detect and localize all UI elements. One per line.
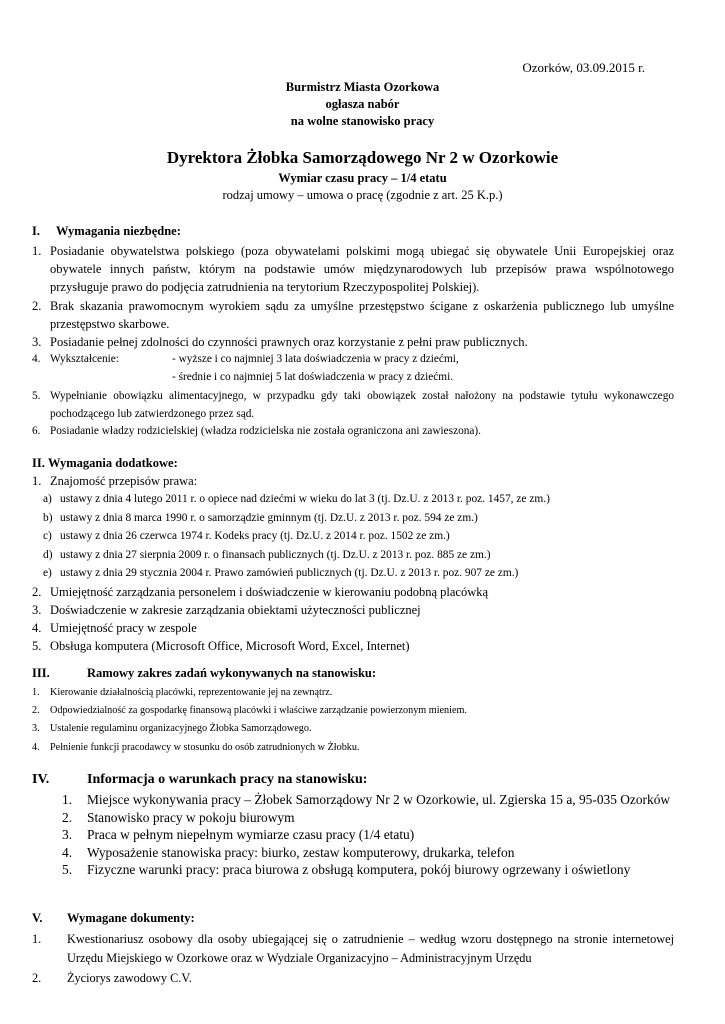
list-item: 3. Praca w pełnym niepełnym wymiarze czasu pracy (1/4 etatu) [62, 827, 415, 842]
list-item: 3. Doświadczenie w zakresie zarządzania obiektami użyteczności publicznej [32, 602, 421, 617]
section-4-list [62, 791, 682, 879]
issuer-line: Burmistrz Miasta Ozorkowa [285, 80, 440, 94]
section-number: I. [32, 224, 40, 238]
list-item: 2. Umiejętność zarządzania personelem i doświadczenie w kierowaniu podobną placówką [32, 584, 489, 599]
sub-list-item: a) ustawy z dnia 4 lutego 2011 r. o opiece nad dziećmi w wieku do lat 3 (tj. Dz.U. z 2013 r. poz. 1457, ze zm.) [43, 493, 550, 506]
section-title: Wymagane dokumenty: [67, 911, 195, 925]
section-1-heading [32, 224, 181, 239]
list-item: 1. Miejsce wykonywania pracy – Żłobek Samorządowy Nr 2 w Ozorkowie, ul. Zgierska 15 a, 95-035 Ozorków [62, 792, 671, 807]
education-option: - wyższe i co najmniej 3 lata doświadczenia w pracy z dziećmi, [172, 353, 459, 366]
list-item: 3. Posiadanie pełnej zdolności do czynności prawnych oraz korzystanie z pełni praw publicznych. [32, 335, 528, 350]
contract-type: rodzaj umowy – umowa o pracę (zgodnie z art. 25 K.p.) [222, 188, 503, 202]
announcement-line: ogłasza nabór [325, 97, 400, 111]
list-item: 4. Wyposażenie stanowiska pracy: biurko, zestaw komputerowy, drukarka, telefon [62, 844, 515, 860]
sub-list-item: b) ustawy z dnia 8 marca 1990 r. o samorządzie gminnym (tj. Dz.U. z 2013 r. poz. 594 ze zm.) [43, 511, 478, 524]
list-item: 5. Fizyczne warunki pracy: praca biurowa z obsługą komputera, pokój biurowy ogrzewany i oświetlony [62, 862, 631, 877]
section-5-heading [32, 911, 195, 926]
work-time: Wymiar czasu pracy – 1/4 etatu [278, 171, 447, 185]
list-item: 2. Brak skazania prawomocnym wyrokiem sądu za umyślne przestępstwo ścigane z oskarżenia publicznego lub umyślne przestępstwo skarbowe. [32, 298, 674, 331]
section-1-list [32, 242, 674, 441]
section-2-list [32, 472, 674, 656]
section-4-heading [32, 772, 367, 788]
section-3-heading [32, 666, 376, 681]
document-date: Ozorków, 03.09.2015 r. [522, 60, 645, 75]
section-2-heading [32, 456, 178, 471]
sub-list-item: e) ustawy z dnia 29 stycznia 2004 r. Prawo zamówień publicznych (tj. Dz.U. z 2013 r. poz. 907 ze zm.) [43, 567, 519, 580]
section-number: III. [32, 666, 50, 680]
document-title: Dyrektora Żłobka Samorządowego Nr 2 w Ozorkowie [166, 148, 559, 167]
list-item: 1. Znajomość przepisów prawa: [32, 474, 198, 488]
list-item: 1. Posiadanie obywatelstwa polskiego (poza obywatelami polskimi mogą ubiegać się obywatele Unii Europejskiej oraz obywatele innych państw, którym na podstawie umów międzynarodowych lub przepisów prawa wspólnotowego przysługuje prawo do podjęcia zatrudnienia na terytorium Rzeczypospolitej Polskiej). [32, 244, 674, 295]
list-item: 2. Stanowisko pracy w pokoju biurowym [62, 809, 295, 825]
sub-list-item: d) ustawy z dnia 27 sierpnia 2009 r. o finansach publicznych (tj. Dz.U. z 2013 r. poz. 885 ze zm.) [43, 548, 491, 561]
section-title: Wymagania dodatkowe: [47, 456, 178, 470]
section-title: Wymagania niezbędne: [56, 224, 181, 238]
section-title: Informacja o warunkach pracy na stanowisku: [87, 772, 368, 787]
list-item: 3. Ustalenie regulaminu organizacyjnego Żłobka Samorządowego. [32, 723, 312, 735]
list-item: 5. Wypełnianie obowiązku alimentacyjnego, w przypadku gdy taki obowiązek został nałożony na podstawie tytułu wykonawczego pochodzącego lub zatwierdzonego przez sąd. [32, 390, 674, 420]
section-5-list [32, 930, 674, 988]
list-item: 2. Odpowiedzialność za gospodarkę finansową placówki i właściwe zarządzanie powierzonym mieniem. [32, 705, 467, 717]
section-title: Ramowy zakres zadań wykonywanych na stanowisku: [87, 666, 377, 680]
list-item: 4. Umiejętność pracy w zespole [32, 621, 197, 636]
education-option: - średnie i co najmniej 5 lat doświadczenia w pracy z dziećmi. [172, 370, 454, 383]
list-item: 4. Pełnienie funkcji pracodawcy w stosunku do osób zatrudnionych w Żłobku. [32, 741, 360, 753]
section-number: IV. [32, 772, 50, 787]
sub-list-item: c) ustawy z dnia 26 czerwca 1974 r. Kodeks pracy (tj. Dz.U. z 2014 r. poz. 1502 ze zm.) [43, 530, 450, 543]
education-item: 4. Wykształcenie: - wyższe i co najmniej 3 lata doświadczenia w pracy z dziećmi, - średnie i co najmniej 5 lat doświadczenia w pracy z dziećmi. [32, 351, 674, 386]
list-item: 1. Kierowanie działalnością placówki, reprezentowanie jej na zewnątrz. [32, 687, 333, 698]
section-number: V. [32, 911, 43, 925]
list-item: 2. Życiorys zawodowy C.V. [32, 971, 192, 985]
position-line: na wolne stanowisko pracy [290, 114, 435, 128]
list-item: 6. Posiadanie władzy rodzicielskiej (władza rodzicielska nie została ograniczona ani zawieszona). [32, 425, 481, 438]
education-label: Wykształcenie: [50, 353, 119, 366]
section-3-list [32, 684, 674, 757]
section-number: II. [32, 456, 45, 470]
list-item: 1. Kwestionariusz osobowy dla osoby ubiegającej się o zatrudnienie – według wzoru dostępnego na stronie internetowej Urzędu Miejskiego w Ozorkowe oraz w Wydziale Organizacyjno – Administracyjnym Urzędu [32, 932, 674, 965]
list-item: 5. Obsługa komputera (Microsoft Office, Microsoft Word, Excel, Internet) [32, 639, 410, 654]
